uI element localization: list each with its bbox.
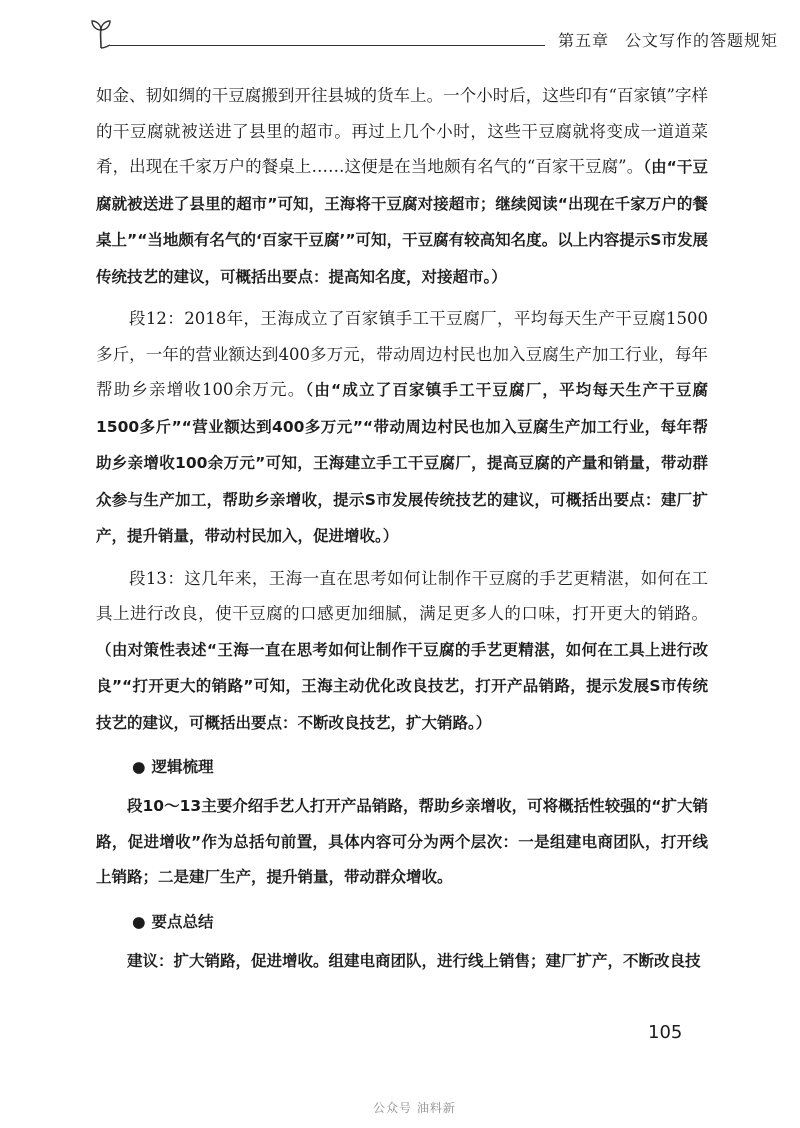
- analysis-note: （由对策性表述“王海一直在思考如何让制作干豆腐的手艺更精湛，如何在工具上进行改良”“打开更大的销路”可知，王海主动优化改良技艺，打开产品销路，提示发展S市传统技艺的建议，可概括出要点：不断改良技艺，扩大销路。）: [96, 640, 708, 732]
- watermark-text: 公众号 油料新: [373, 1101, 456, 1115]
- chapter-label: 第五章: [558, 31, 610, 50]
- bullet-icon: ●: [132, 758, 146, 776]
- running-head: [558, 28, 778, 51]
- paragraph-continuation: [96, 78, 708, 295]
- paragraph-text: 段12：2018年，王海成立了百家镇手工干豆腐厂，平均每天生产干豆腐1500多斤，一年的营业额达到400多万元，带动周边村民也加入豆腐生产加工行业，每年帮助乡亲增收100余万元。: [96, 309, 708, 399]
- paragraph-12: [96, 301, 708, 555]
- analysis-note: （由“干豆腐就被送进了县里的超市”可知，王海将干豆腐对接超市；继续阅读“出现在千家万户的餐桌上”“当地颇有名气的‘百家干豆腐’”可知，干豆腐有较高知名度。以上内容提示S市发展传统技艺的建议，可概括出要点：提高知名度，对接超市。）: [96, 158, 709, 286]
- section-heading-logic: [132, 751, 708, 783]
- page-number: 105: [648, 1022, 683, 1043]
- paragraph-13: [96, 561, 708, 742]
- analysis-note: （由“成立了百家镇手工干豆腐厂，平均每天生产干豆腐1500多斤”“营业额达到400多万元”“带动周边村民也加入豆腐生产加工行业，每年帮助乡亲增收100余万元”可知，王海建立手工干豆腐厂，提高豆腐的产量和销量，带动群众参与生产加工，帮助乡亲增收，提示S市发展传统技艺的建议，可概括出要点：建厂扩产，提升销量，带动村民加入，促进增收。）: [96, 381, 708, 545]
- section-body-summary: 建议：扩大销路，促进增收。组建电商团队，进行线上销售；建厂扩产，不断改良技: [127, 951, 701, 970]
- section-heading-text: 逻辑梳理: [151, 758, 214, 776]
- section-heading-text: 要点总结: [151, 912, 214, 931]
- section-body-logic: 段10～13主要介绍手艺人打开产品销路，帮助乡亲增收，可将概括性较强的“扩大销路，促进增收”作为总括句前置，具体内容可分为两个层次：一是组建电商团队，打开线上销路；二是建厂生产，提升销量，带动群众增收。: [96, 797, 708, 886]
- page-header: [88, 18, 779, 54]
- bullet-icon: ●: [132, 912, 146, 931]
- paragraph-text: 如金、韧如绸的干豆腐搬到开往县城的货车上。一个小时后，这些印有“百家镇”字样的干豆腐就被送进了县里的超市。再过上几个小时，这些干豆腐就将变成一道道菜肴，出现在千家万户的餐桌上……这便是在当地颇有名气的“百家干豆腐”。: [96, 86, 708, 176]
- chapter-title: 公文写作的答题规矩: [625, 31, 779, 50]
- paragraph-text: 段13：这几年来，王海一直在思考如何让制作干豆腐的手艺更精湛，如何在工具上进行改良，使干豆腐的口感更加细腻，满足更多人的口味，打开更大的销路。: [96, 568, 708, 623]
- page-body: [96, 78, 708, 979]
- section-heading-summary: [132, 906, 708, 938]
- header-rule: [110, 45, 545, 46]
